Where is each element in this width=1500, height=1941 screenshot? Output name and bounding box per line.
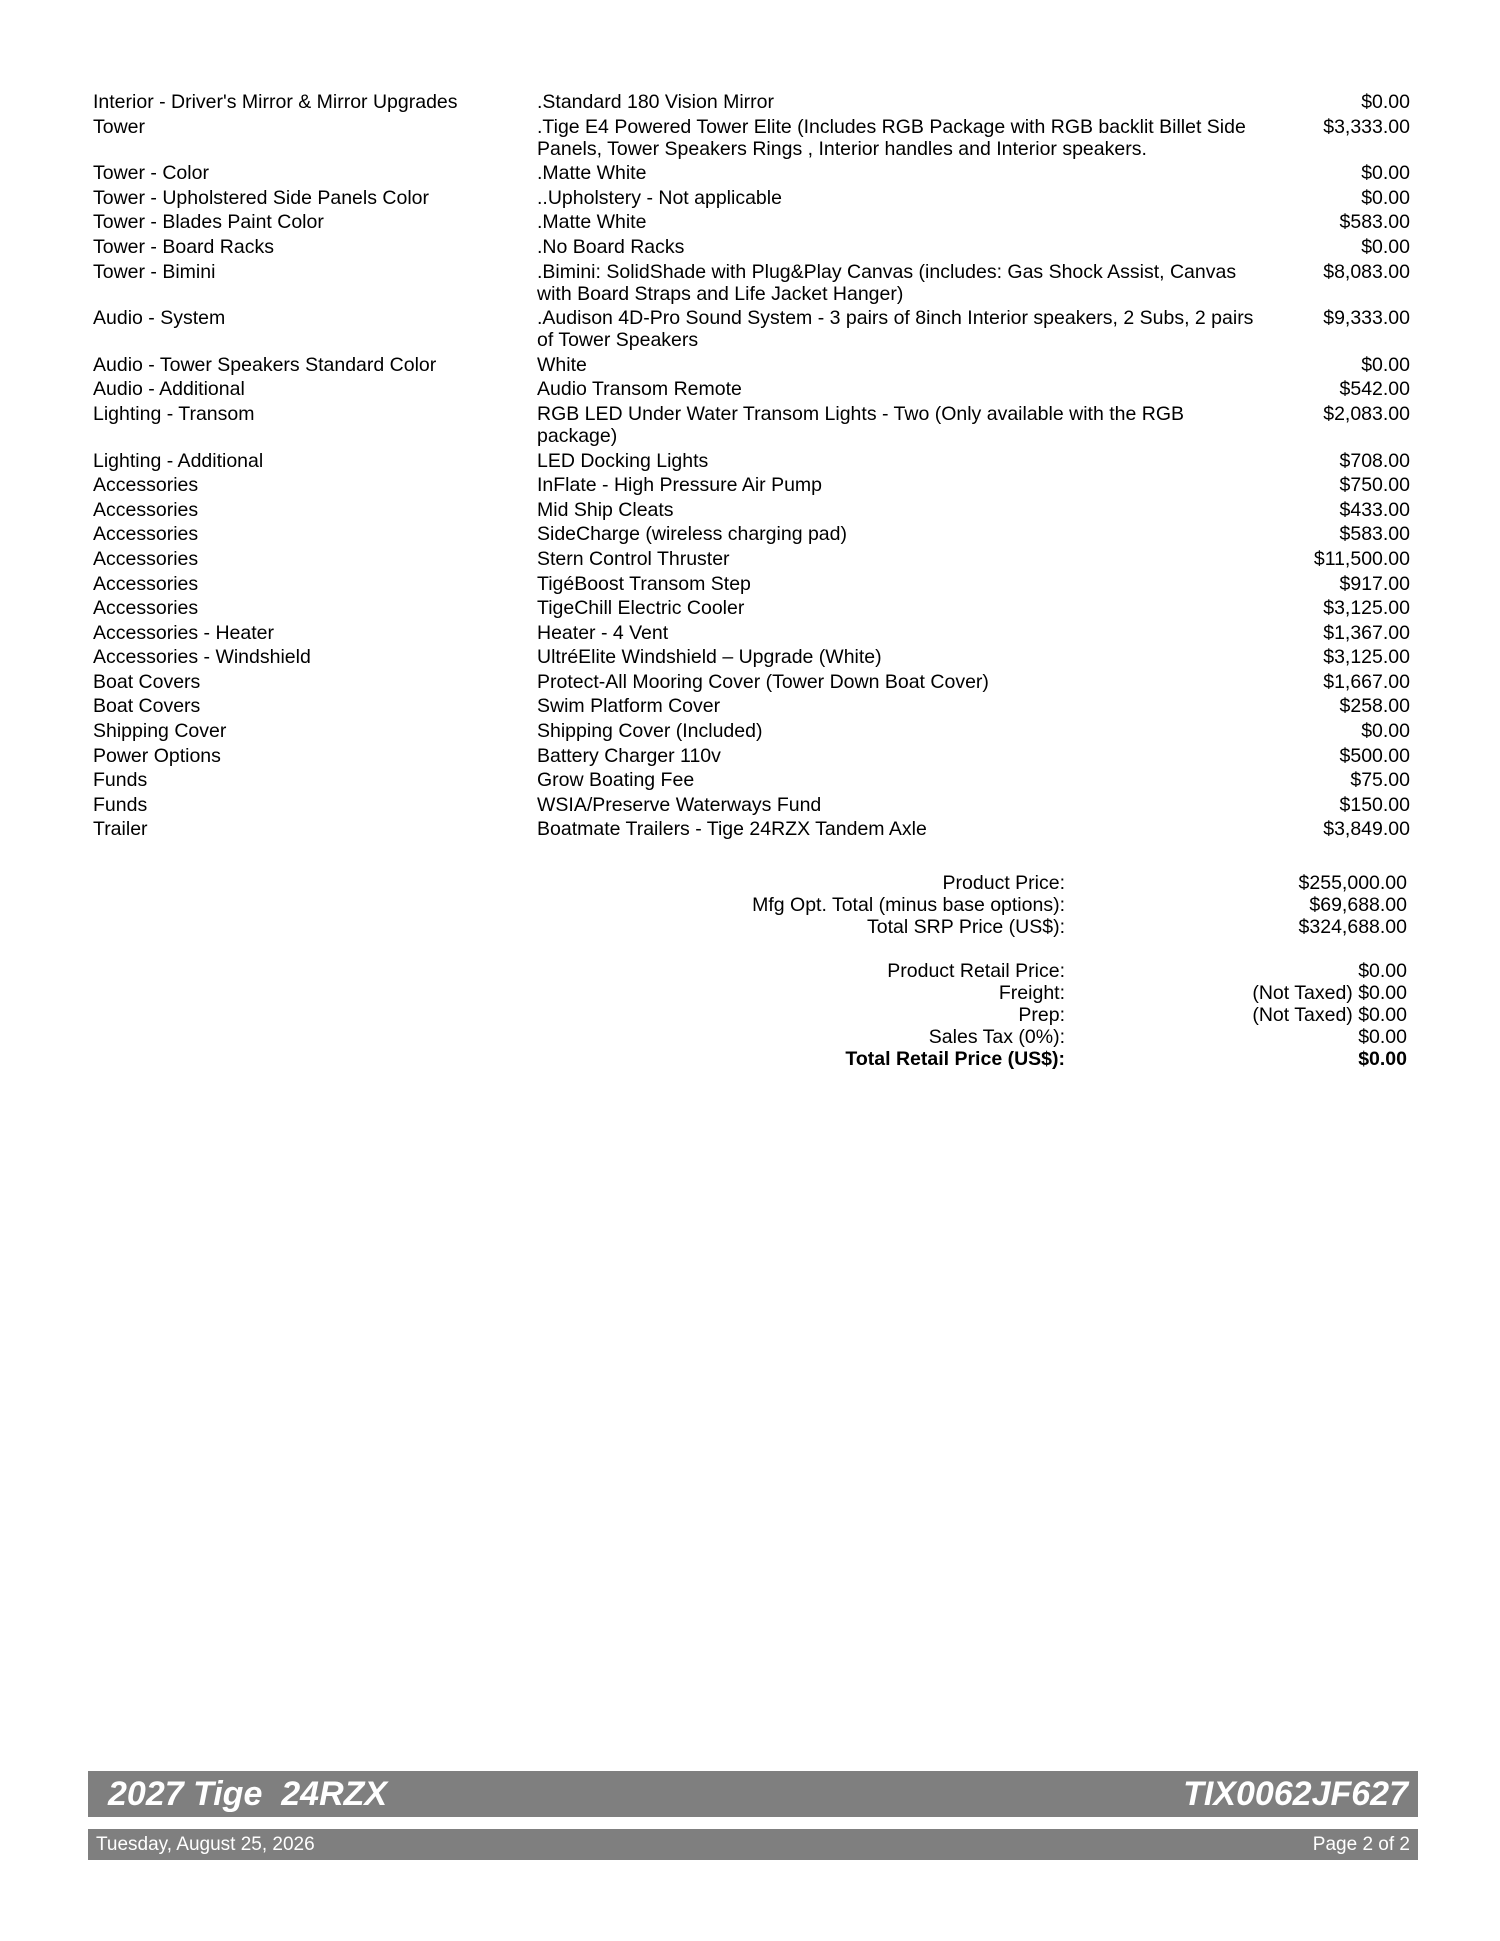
- line-item-price: $1,367.00: [1323, 621, 1410, 644]
- line-item-description: Heater - 4 Vent: [537, 621, 669, 644]
- line-item-row: [93, 261, 1410, 305]
- product-price-row: [430, 872, 1407, 894]
- line-item-row: [93, 378, 1410, 400]
- mfg-opt-label: Mfg Opt. Total (minus base options):: [752, 894, 1065, 916]
- footer-date: Tuesday, August 25, 2026: [96, 1833, 315, 1855]
- sales-tax-label: Sales Tax (0%):: [928, 1026, 1065, 1048]
- mfg-opt-value: $69,688.00: [1309, 894, 1407, 916]
- line-item-description: Grow Boating Fee: [537, 769, 695, 792]
- line-item-category: Trailer: [93, 818, 148, 841]
- line-item-category: Accessories - Windshield: [93, 646, 311, 669]
- line-item-description: SideCharge (wireless charging pad): [537, 523, 847, 546]
- line-item-row: [93, 548, 1410, 570]
- line-item-category: Audio - Additional: [93, 378, 245, 401]
- line-item-category: Accessories - Heater: [93, 621, 274, 644]
- line-item-description: Swim Platform Cover: [537, 695, 721, 718]
- line-item-row: [93, 720, 1410, 742]
- line-item-category: Boat Covers: [93, 670, 201, 693]
- line-item-category: Interior - Driver's Mirror & Mirror Upgrades: [93, 91, 458, 113]
- line-item-price: $0.00: [1361, 720, 1410, 743]
- line-item-description: .No Board Racks: [537, 235, 685, 258]
- line-item-row: [93, 162, 1410, 184]
- line-item-category: Tower - Blades Paint Color: [93, 211, 324, 234]
- freight-value: (Not Taxed) $0.00: [1252, 982, 1407, 1004]
- line-item-row: [93, 354, 1410, 376]
- line-item-description: Stern Control Thruster: [537, 547, 730, 570]
- totals-spacer: [430, 938, 1407, 960]
- line-item-price: $75.00: [1350, 769, 1410, 792]
- line-item-description: Audio Transom Remote: [537, 378, 742, 401]
- total-srp-label: Total SRP Price (US$):: [867, 916, 1065, 938]
- line-item-price: $2,083.00: [1323, 402, 1410, 425]
- totals-block: [430, 872, 1407, 1070]
- line-item-row: [93, 745, 1410, 767]
- prep-row: [430, 1004, 1407, 1026]
- line-item-row: [93, 818, 1410, 840]
- line-item-price: $583.00: [1339, 211, 1410, 234]
- line-item-row: [93, 211, 1410, 233]
- freight-row: [430, 982, 1407, 1004]
- line-item-category: Accessories: [93, 474, 199, 497]
- line-item-price: $0.00: [1361, 186, 1410, 209]
- line-item-description: .Standard 180 Vision Mirror: [537, 91, 775, 113]
- line-item-price: $500.00: [1339, 744, 1410, 767]
- line-item-description: .Tige E4 Powered Tower Elite (Includes RGB Package with RGB backlit Billet Side Panels, Tower Speakers Rings , Interior handles and Interior speakers.: [537, 115, 1246, 160]
- line-item-description: Boatmate Trailers - Tige 24RZX Tandem Axle: [537, 818, 927, 841]
- line-item-price: $8,083.00: [1323, 260, 1410, 283]
- line-item-row: [93, 695, 1410, 717]
- line-item-category: Funds: [93, 769, 148, 792]
- line-item-row: [93, 450, 1410, 472]
- line-item-price: $3,333.00: [1323, 115, 1410, 138]
- line-item-category: Power Options: [93, 744, 221, 767]
- line-item-price: $917.00: [1339, 572, 1410, 595]
- line-item-row: [93, 403, 1410, 447]
- line-item-category: Accessories: [93, 523, 199, 546]
- line-item-description: .Audison 4D-Pro Sound System - 3 pairs of 8inch Interior speakers, 2 Subs, 2 pairs of Tower Speakers: [537, 307, 1254, 352]
- line-item-description: Battery Charger 110v: [537, 744, 721, 767]
- retail-price-row: [430, 960, 1407, 982]
- line-item-description: WSIA/Preserve Waterways Fund: [537, 793, 822, 816]
- freight-label: Freight:: [998, 982, 1065, 1004]
- line-item-price: $433.00: [1339, 498, 1410, 521]
- prep-label: Prep:: [1018, 1004, 1065, 1026]
- line-item-description: .Matte White: [537, 162, 647, 185]
- total-retail-value: $0.00: [1358, 1048, 1407, 1070]
- line-item-row: [93, 622, 1410, 644]
- total-retail-row: [430, 1048, 1407, 1070]
- line-item-price: $0.00: [1361, 91, 1410, 113]
- line-item-category: Tower - Board Racks: [93, 235, 274, 258]
- line-item-category: Audio - System: [93, 307, 226, 330]
- line-item-row: [93, 769, 1410, 791]
- line-items-list: [93, 91, 1410, 843]
- product-price-label: Product Price:: [942, 872, 1065, 894]
- line-item-description: Protect-All Mooring Cover (Tower Down Boat Cover): [537, 670, 989, 693]
- line-item-category: Shipping Cover: [93, 720, 227, 743]
- line-item-row: [93, 499, 1410, 521]
- footer-hull-id: TIX0062JF627: [1183, 1774, 1408, 1813]
- line-item-category: Lighting - Transom: [93, 402, 255, 425]
- line-item-category: Lighting - Additional: [93, 449, 264, 472]
- line-item-price: $0.00: [1361, 353, 1410, 376]
- line-item-description: RGB LED Under Water Transom Lights - Two (Only available with the RGB package): [537, 402, 1184, 447]
- mfg-opt-row: [430, 894, 1407, 916]
- footer-page-number: Page 2 of 2: [1312, 1833, 1410, 1855]
- line-item-description: ..Upholstery - Not applicable: [537, 186, 782, 209]
- line-item-category: Tower: [93, 115, 146, 138]
- retail-price-value: $0.00: [1358, 960, 1407, 982]
- sales-tax-row: [430, 1026, 1407, 1048]
- line-item-description: LED Docking Lights: [537, 449, 709, 472]
- line-item-description: .Matte White: [537, 211, 647, 234]
- line-item-row: [93, 597, 1410, 619]
- line-item-row: [93, 794, 1410, 816]
- line-item-description: InFlate - High Pressure Air Pump: [537, 474, 823, 497]
- line-item-row: [93, 573, 1410, 595]
- line-item-category: Tower - Color: [93, 162, 209, 185]
- line-item-row: [93, 523, 1410, 545]
- line-item-row: [93, 474, 1410, 496]
- product-price-value: $255,000.00: [1298, 872, 1407, 894]
- line-item-row: [93, 671, 1410, 693]
- line-item-row: [93, 236, 1410, 258]
- total-srp-value: $324,688.00: [1298, 916, 1407, 938]
- line-item-description: TigeChill Electric Cooler: [537, 597, 745, 620]
- footer-model: 2027 Tige 24RZX: [108, 1774, 388, 1813]
- line-item-category: Funds: [93, 793, 148, 816]
- line-item-price: $3,125.00: [1323, 597, 1410, 620]
- line-item-price: $150.00: [1339, 793, 1410, 816]
- line-item-price: $0.00: [1361, 235, 1410, 258]
- footer-title-bar: [88, 1771, 1418, 1817]
- line-item-price: $0.00: [1361, 162, 1410, 185]
- line-item-price: $11,500.00: [1313, 547, 1410, 570]
- total-retail-label: Total Retail Price (US$):: [845, 1048, 1065, 1070]
- line-item-price: $3,849.00: [1323, 818, 1410, 841]
- line-item-description: Shipping Cover (Included): [537, 720, 763, 743]
- line-item-price: $3,125.00: [1323, 646, 1410, 669]
- line-item-category: Accessories: [93, 572, 199, 595]
- line-item-row: [93, 307, 1410, 351]
- line-item-category: Tower - Bimini: [93, 260, 216, 283]
- line-item-category: Accessories: [93, 597, 199, 620]
- line-item-description: White: [537, 353, 587, 376]
- line-item-price: $9,333.00: [1323, 307, 1410, 330]
- line-item-category: Tower - Upholstered Side Panels Color: [93, 186, 429, 209]
- line-item-price: $750.00: [1339, 474, 1410, 497]
- line-item-row: [93, 646, 1410, 668]
- line-item-row: [93, 187, 1410, 209]
- line-item-category: Accessories: [93, 498, 199, 521]
- prep-value: (Not Taxed) $0.00: [1252, 1004, 1407, 1026]
- line-item-price: $1,667.00: [1323, 670, 1410, 693]
- line-item-price: $583.00: [1339, 523, 1410, 546]
- line-item-description: UltréElite Windshield – Upgrade (White): [537, 646, 882, 669]
- line-item-description: Mid Ship Cleats: [537, 498, 674, 521]
- line-item-price: $542.00: [1339, 378, 1410, 401]
- line-item-description: TigéBoost Transom Step: [537, 572, 751, 595]
- line-item-category: Accessories: [93, 547, 199, 570]
- retail-price-label: Product Retail Price:: [887, 960, 1065, 982]
- line-item-row: [93, 116, 1410, 160]
- line-item-row: [93, 91, 1410, 113]
- line-item-category: Boat Covers: [93, 695, 201, 718]
- line-item-description: .Bimini: SolidShade with Plug&Play Canvas (includes: Gas Shock Assist, Canvas with Board Straps and Life Jacket Hanger): [537, 260, 1237, 305]
- line-item-price: $258.00: [1339, 695, 1410, 718]
- line-item-category: Audio - Tower Speakers Standard Color: [93, 353, 437, 376]
- total-srp-row: [430, 916, 1407, 938]
- line-item-price: $708.00: [1339, 449, 1410, 472]
- footer-info-bar: [88, 1829, 1418, 1860]
- sales-tax-value: $0.00: [1358, 1026, 1407, 1048]
